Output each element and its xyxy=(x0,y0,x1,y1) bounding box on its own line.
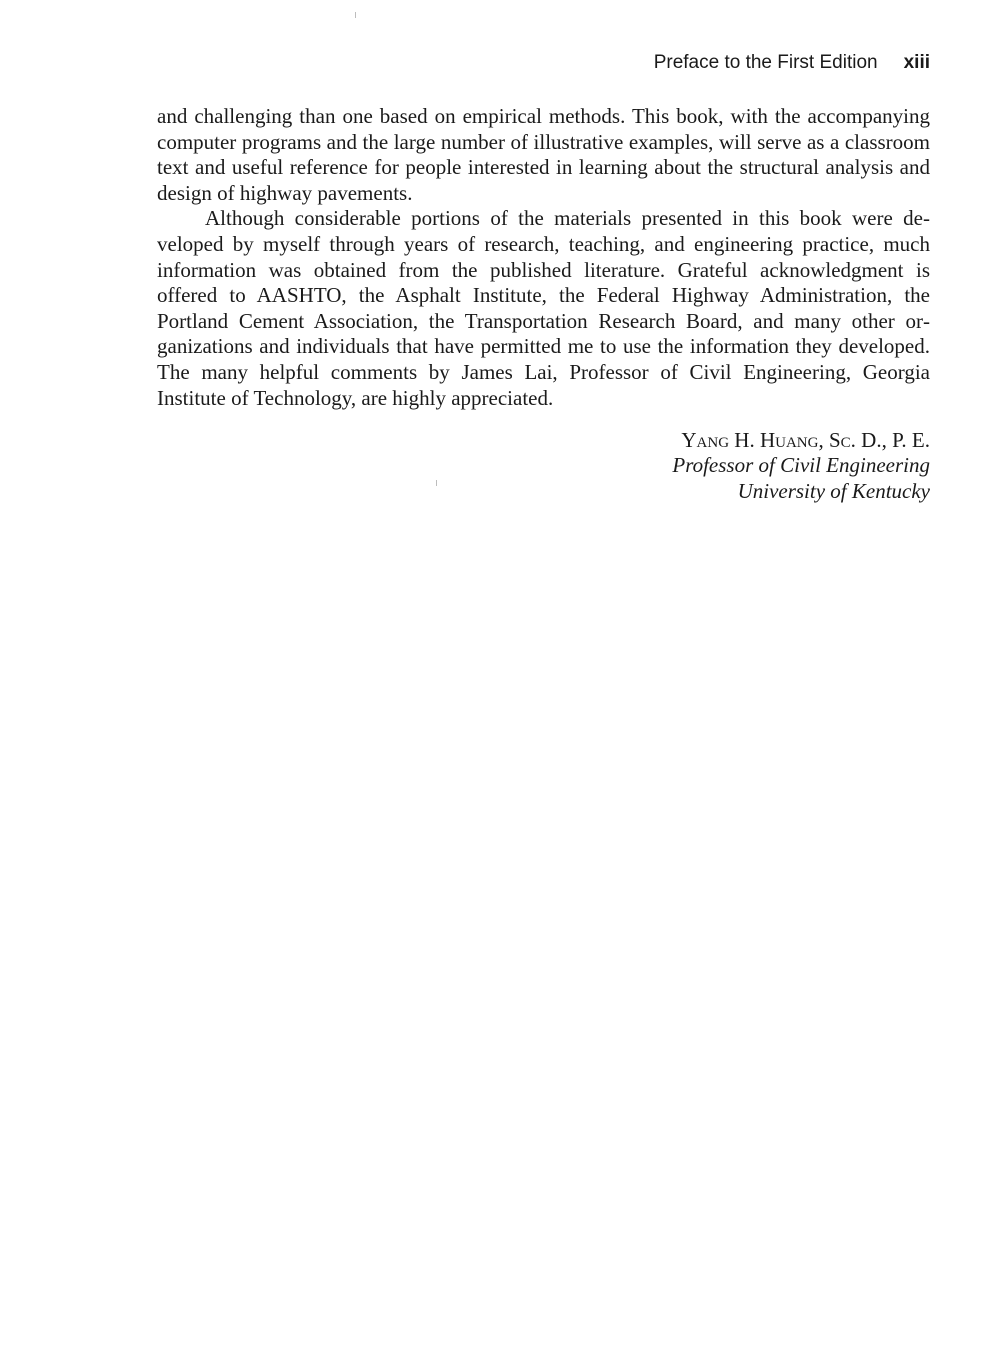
scan-speck xyxy=(436,480,437,486)
page-number: xiii xyxy=(903,52,930,73)
preface-paragraph-2: Although considerable portions of the materials presented in this book were developed by myself through years of research, teaching, and engineering practice, much information was obtained from the published literature. Grateful acknowledgment is offered to AASHTO, the Asphalt Institute, the Federal Highway Administration, the Portland Cement Association, the Transportation Research Board, and many other organizations and individuals that have permitted me to use the information they developed. The many helpful comments by James Lai, Professor of Civil Engineering, Georgia Institute of Technology, are highly appreciated. xyxy=(157,206,930,410)
author-affiliation: University of Kentucky xyxy=(737,478,930,503)
author-title: Professor of Civil Engineering xyxy=(672,453,930,478)
scan-speck xyxy=(355,12,356,18)
running-head-title: Preface to the First Edition xyxy=(653,52,878,73)
running-head xyxy=(654,52,930,74)
author-name: Yang H. Huang, Sc. D., P. E. xyxy=(681,428,930,452)
preface-paragraph-1: and challenging than one based on empirical methods. This book, with the accompanying computer programs and the large number of illustrative examples, will serve as a classroom text and useful reference for people interested in learning about the structural analysis and design of highway pavements. xyxy=(157,104,930,205)
author-signature-block xyxy=(672,428,930,504)
preface-body xyxy=(157,104,930,411)
